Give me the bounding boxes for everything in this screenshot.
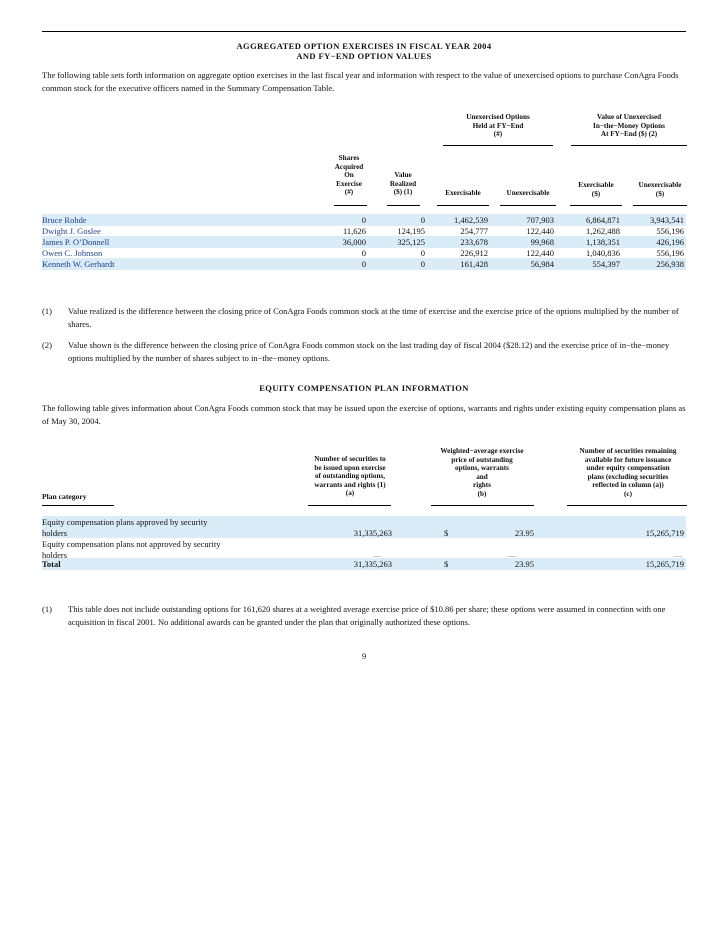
value-realized: 0 [420, 259, 425, 269]
footnote-number: (1) [42, 604, 52, 614]
col-header-line: and [476, 472, 488, 481]
col-header-line: rights [473, 481, 491, 490]
section2-title: EQUITY COMPENSATION PLAN INFORMATION [259, 383, 469, 393]
col-header-line: On [344, 171, 354, 180]
footnote-text: Value shown is the difference between the closing price of ConAgra Foods common stock on the last trading day of fiscal 2004 ($28.12) and the exercise price of in−the−money options multiplied by the number of shares subject to in−the−money options. [68, 340, 670, 363]
total-securities-to-be-issued: 31,335,263 [353, 559, 392, 569]
col-header-line: Weighted−average exercise [440, 447, 524, 455]
unexercisable-value: 426,196 [656, 237, 684, 247]
value-realized: 325,125 [397, 237, 425, 247]
group-underline [443, 145, 553, 146]
col-header-plan-category: Plan category [42, 492, 87, 501]
securities-to-be-issued: 31,335,263 [353, 528, 392, 538]
col-underline [387, 205, 420, 206]
footnote [42, 603, 686, 629]
value-realized: 0 [420, 215, 425, 225]
col-header-line: (#) [344, 188, 354, 197]
footnote [42, 339, 686, 365]
weighted-average-price: 23.95 [514, 528, 534, 538]
executive-name: James P. O’Donnell [42, 237, 110, 247]
option-row [42, 258, 686, 270]
exercisable-value: 1,040,836 [586, 248, 620, 258]
col-header-line: plans (excluding securities [587, 472, 669, 481]
col-header-exercisable [436, 189, 490, 198]
group-header-line: At FY−End ($) (2) [600, 130, 658, 139]
plan-label-line1: Equity compensation plans approved by security [42, 517, 208, 527]
group-header-line: (#) [493, 130, 503, 139]
securities-remaining: — [673, 550, 682, 560]
section1-title-line1: AGGREGATED OPTION EXERCISES IN FISCAL YEAR 2004 [236, 41, 492, 51]
weighted-average-price: — [507, 550, 516, 560]
col-header-line: Realized [389, 179, 417, 188]
footnote-text: Value realized is the difference between the closing price of ConAgra Foods common stock at the time of exercise and the exercise price of the options multiplied by the number of shares. [68, 306, 679, 329]
shares-acquired: 11,626 [342, 226, 366, 236]
col-header-line: Unexercisable [506, 189, 550, 197]
col-header-value-realized [381, 171, 425, 197]
exercisable: 161,428 [460, 259, 488, 269]
plan-label-line2: holders [42, 528, 68, 538]
exercisable: 233,678 [460, 237, 488, 247]
col-underline [431, 505, 534, 506]
exercisable-value: 6,864,871 [586, 215, 620, 225]
securities-remaining: 15,265,719 [645, 528, 684, 538]
col-header-line: under equity compensation [586, 464, 670, 473]
unexercisable-value: 256,938 [656, 259, 684, 269]
executive-name: Bruce Rohde [42, 215, 87, 225]
col-underline [500, 205, 556, 206]
exercisable: 226,912 [460, 248, 488, 258]
col-header-unexercisable [499, 189, 557, 198]
securities-to-be-issued: — [372, 550, 381, 560]
col-header-line: Exercise [336, 179, 362, 188]
group-header-unexercised-value [571, 113, 687, 139]
col-header-line: reflected in column (a)) [592, 481, 664, 490]
group-header-unexercised-options [443, 113, 553, 139]
col-underline [334, 205, 367, 206]
col-header-line: Number of securities remaining [579, 447, 677, 455]
plan-label-line2: holders [42, 550, 68, 560]
shares-acquired: 0 [361, 248, 366, 258]
group-underline [571, 145, 687, 146]
col-header-line: available for future issuance [584, 455, 672, 464]
col-header-exercisable-value [569, 181, 623, 198]
col-underline [308, 505, 391, 506]
unexercisable: 99,968 [530, 237, 554, 247]
unexercisable-value: 556,196 [656, 248, 684, 258]
col-header-line: be issued upon exercise [314, 463, 386, 472]
col-header-line: Exercisable [445, 189, 481, 197]
group-header-line: In−the−Money Options [593, 121, 665, 130]
executive-name: Owen C. Johnson [42, 248, 103, 258]
exercisable-value: 1,138,351 [586, 237, 620, 247]
col-header-line: ($) (1) [393, 188, 413, 197]
col-header-line: ($) [655, 189, 665, 198]
col-header-line: Number of securities to [314, 455, 386, 463]
col-header-line: Exercisable [578, 181, 614, 189]
col-header-c [566, 447, 690, 499]
col-header-line: warrants and rights (1) [314, 480, 386, 489]
exercisable-value: 554,397 [592, 259, 620, 269]
col-header-a [309, 455, 391, 498]
exercisable: 1,462,539 [454, 215, 488, 225]
plan-row [42, 516, 686, 538]
top-rule [42, 31, 686, 32]
unexercisable: 707,903 [526, 215, 554, 225]
col-underline [567, 505, 687, 506]
col-header-line: ($) [591, 189, 601, 198]
shares-acquired: 0 [361, 259, 366, 269]
total-weighted-average-price: 23.95 [514, 559, 534, 569]
currency-symbol: $ [444, 528, 449, 538]
plan-label-line1: Equity compensation plans not approved by security [42, 539, 221, 549]
unexercisable-value: 3,943,541 [650, 215, 684, 225]
col-header-line: Value [394, 171, 412, 179]
total-securities-remaining: 15,265,719 [645, 559, 684, 569]
col-header-line: Unexercisable [638, 181, 682, 189]
footnote-number: (1) [42, 306, 52, 316]
exercisable-value: 1,262,488 [586, 226, 620, 236]
section1-intro: The following table sets forth information on aggregate option exercises in the last fiscal year and information with respect to the value of unexercised options to purchase ConAgra Foods common stock for the executive officers named in the Summary Compensation Table. [42, 70, 679, 93]
group-header-line: Unexercised Options [466, 113, 530, 121]
col-header-line: (b) [477, 489, 487, 498]
col-header-line: Shares [338, 154, 360, 162]
col-underline [437, 205, 489, 206]
value-realized: 0 [420, 248, 425, 258]
group-header-line: Held at FY−End [472, 121, 524, 130]
col-header-shares [327, 154, 371, 197]
col-header-line: (c) [624, 489, 632, 498]
exercisable: 254,777 [460, 226, 488, 236]
total-label: Total [42, 559, 61, 569]
unexercisable-value: 556,196 [656, 226, 684, 236]
plan-row [42, 538, 686, 560]
footnote-number: (2) [42, 340, 52, 350]
col-header-unexercisable-value [632, 181, 688, 198]
section2-intro: The following table gives information about ConAgra Foods common stock that may be issued upon the exercise of options, warrants and rights under existing equity compensation plans as of May 30, 2004. [42, 403, 686, 426]
footnote [42, 305, 686, 331]
total-row [42, 558, 686, 570]
group-header-line: Value of Unexercised [596, 113, 662, 121]
col-underline [570, 205, 622, 206]
executive-name: Dwight J. Goslee [42, 226, 101, 236]
page-number: 9 [361, 651, 367, 661]
col-header-line: options, warrants [455, 464, 509, 473]
col-header-line: of outstanding options, [314, 472, 386, 481]
col-underline [633, 205, 687, 206]
shares-acquired: 0 [361, 215, 366, 225]
value-realized: 124,195 [397, 226, 425, 236]
unexercisable: 56,984 [530, 259, 554, 269]
col-header-line: price of outstanding [451, 455, 513, 464]
section1-title-line2: AND FY−END OPTION VALUES [296, 51, 432, 61]
col-header-line: (a) [345, 489, 355, 498]
shares-acquired: 36,000 [342, 237, 366, 247]
unexercisable: 122,440 [526, 226, 554, 236]
col-header-b [430, 447, 534, 499]
col-underline [42, 505, 114, 506]
unexercisable: 122,440 [526, 248, 554, 258]
currency-symbol: $ [444, 559, 449, 569]
executive-name: Kenneth W. Gerhardt [42, 259, 115, 269]
col-header-line: Acquired [334, 162, 364, 171]
footnote-text: This table does not include outstanding options for 161,620 shares at a weighted average exercise price of $10.86 per share; these options were assumed in connection with one acquisition in fiscal 2001. No additional awards can be granted under the plan that originally authorized these options. [68, 604, 666, 627]
